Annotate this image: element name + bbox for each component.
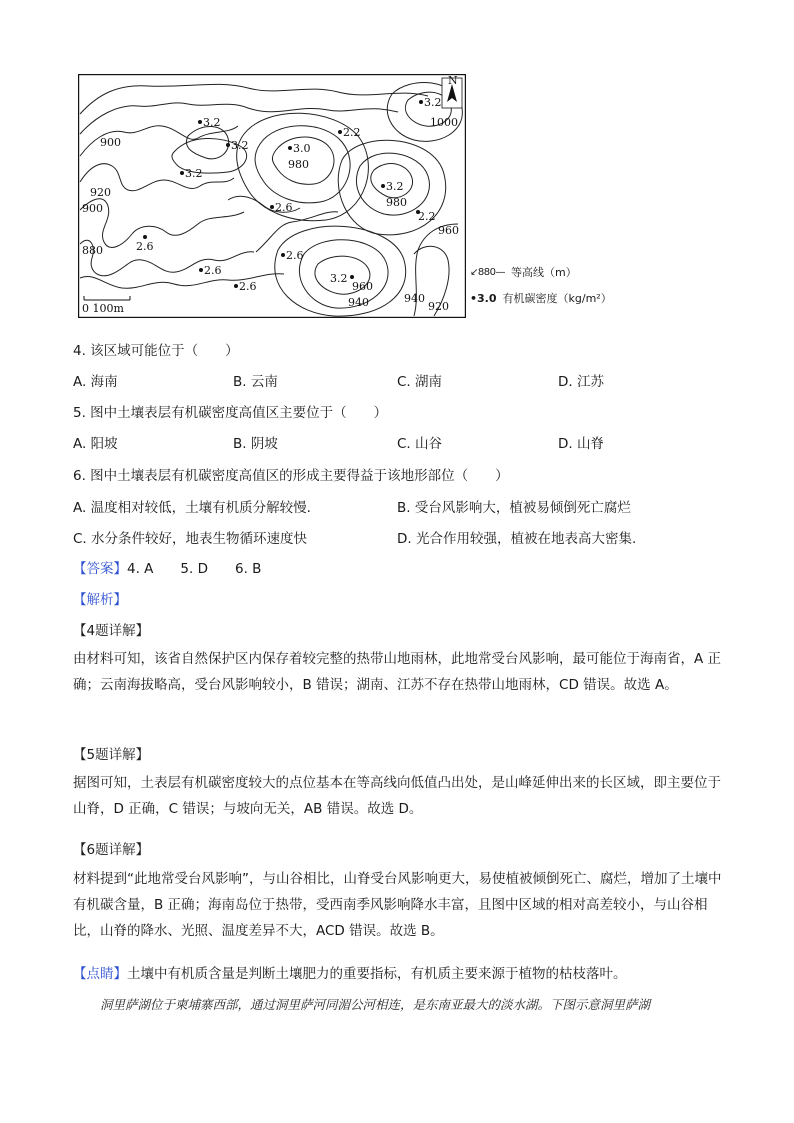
tip-text: 土壤中有机质含量是判断土壤肥力的重要指标，有机质主要来源于植物的枯枝落叶。	[127, 966, 627, 982]
legend-contour	[470, 265, 612, 281]
question-5-stem: 5. 图中土壤表层有机碳密度高值区主要位于（ ）	[73, 405, 388, 421]
point-label: 3.2	[203, 116, 221, 129]
q5-option-c: C. 山谷	[397, 436, 443, 452]
legend-point	[470, 291, 612, 307]
contour-label: 880	[82, 244, 103, 257]
contour-label: 960	[438, 224, 459, 237]
point-label: 2.6	[136, 240, 154, 253]
contour-label: 940	[348, 296, 369, 309]
q4-option-a: A. 海南	[73, 374, 118, 390]
north-label: N	[448, 74, 458, 87]
contour-label: 960	[352, 280, 373, 293]
question-6-stem: 6. 图中土壤表层有机碳密度高值区的形成主要得益于该地形部位（ ）	[73, 468, 509, 484]
q5-option-d: D. 山脊	[558, 436, 604, 452]
point-label: 2.6	[239, 280, 257, 293]
contour-label: 900	[82, 202, 103, 215]
scale-label: 0 100m	[82, 302, 124, 315]
point-label: 3.2	[185, 167, 203, 180]
point-marker	[198, 120, 202, 124]
point-label: 2.6	[286, 249, 304, 262]
point-label: 3.2	[424, 96, 442, 109]
point-marker	[199, 268, 203, 272]
point-label: 3.0	[293, 142, 311, 155]
analysis-tag: 【解析】	[73, 592, 127, 608]
detail-6-text: 材料提到“此地常受台风影响”，与山谷相比，山脊受台风影响更大，易使植被倾倒死亡、腐烂，增加了土壤中有机碳含量，B 正确；海南岛位于热带，受西南季风影响降水丰富，且图中区域的相对高差较小，与山谷相比，山脊的降水、光照、温度差异不大，ACD 错误。故选 B。	[73, 871, 722, 939]
point-marker	[350, 275, 354, 279]
point-label: 2.2	[418, 210, 436, 223]
answer-text: 4. A 5. D 6. B	[127, 561, 262, 577]
point-marker	[226, 143, 230, 147]
legend-contour-label: 等高线（m）	[510, 266, 577, 279]
contour-label: 900	[100, 136, 121, 149]
tip-tag: 【点睛】	[73, 966, 127, 982]
contour-label: 940	[404, 292, 425, 305]
detail-4-text: 由材料可知，该省自然保护区内保存着较完整的热带山地雨林，此地常受台风影响，最可能位于海南省，A 正确；云南海拔略高，受台风影响较小，B 错误；湖南、江苏不存在热带山地雨林，CD 错误。故选 A。	[73, 651, 722, 693]
legend-point-label: 有机碳密度（kg/m²）	[502, 292, 612, 305]
point-label: 3.2	[330, 272, 348, 285]
analysis-line	[73, 588, 127, 608]
q6-option-a: A. 温度相对较低，土壤有机质分解较慢.	[73, 500, 311, 516]
contour-label: 980	[288, 158, 309, 171]
q6-option-b: B. 受台风影响大，植被易倾倒死亡腐烂	[397, 500, 631, 516]
point-marker	[338, 130, 342, 134]
point-marker	[143, 235, 147, 239]
q4-option-b: B. 云南	[233, 374, 278, 390]
contour-map-svg	[78, 74, 466, 318]
legend-point-symbol: •3.0	[470, 292, 497, 305]
q4-option-d: D. 江苏	[558, 374, 604, 390]
point-label: 3.2	[386, 180, 404, 193]
q6-option-d: D. 光合作用较强，植被在地表高大密集.	[397, 531, 637, 547]
point-label: 2.2	[343, 126, 361, 139]
contour-map	[78, 74, 466, 318]
detail-5-text: 据图可知，土表层有机碳密度较大的点位基本在等高线向低值凸出处，是山峰延伸出来的长区域，即主要位于山脊，D 正确，C 错误；与坡向无关，AB 错误。故选 D。	[73, 775, 721, 817]
map-legend	[470, 265, 612, 307]
point-marker	[180, 171, 184, 175]
detail-5-title: 【5题详解】	[73, 747, 150, 763]
point-label: 3.2	[231, 139, 249, 152]
contour-label: 920	[90, 186, 111, 199]
point-label: 2.6	[204, 264, 222, 277]
contour-label: 920	[428, 300, 449, 313]
answer-line	[73, 557, 261, 577]
map-frame	[79, 75, 466, 318]
next-material-text: 洞里萨湖位于柬埔寨西部，通过洞里萨河同湄公河相连，是东南亚最大的淡水湖。下图示意洞里萨湖	[100, 997, 651, 1012]
point-marker	[270, 205, 274, 209]
q5-option-a: A. 阳坡	[73, 436, 118, 452]
north-arrow	[442, 74, 462, 108]
answer-tag: 【答案】	[73, 561, 127, 577]
contour-label: 980	[386, 196, 407, 209]
q4-option-c: C. 湖南	[397, 374, 443, 390]
question-4-stem: 4. 该区域可能位于（ ）	[73, 343, 239, 359]
contour-label: 1000	[430, 116, 458, 129]
point-marker	[234, 284, 238, 288]
point-marker	[288, 146, 292, 150]
q6-option-c: C. 水分条件较好，地表生物循环速度快	[73, 531, 308, 547]
q5-option-b: B. 阴坡	[233, 436, 278, 452]
point-marker	[281, 253, 285, 257]
detail-4-title: 【4题详解】	[73, 623, 150, 639]
point-label: 2.6	[275, 201, 293, 214]
scale-bar	[80, 292, 136, 316]
detail-6-title: 【6题详解】	[73, 842, 150, 858]
point-marker	[381, 184, 385, 188]
tip-line	[73, 962, 627, 982]
legend-contour-symbol: ↙880—	[470, 267, 505, 278]
point-marker	[419, 100, 423, 104]
